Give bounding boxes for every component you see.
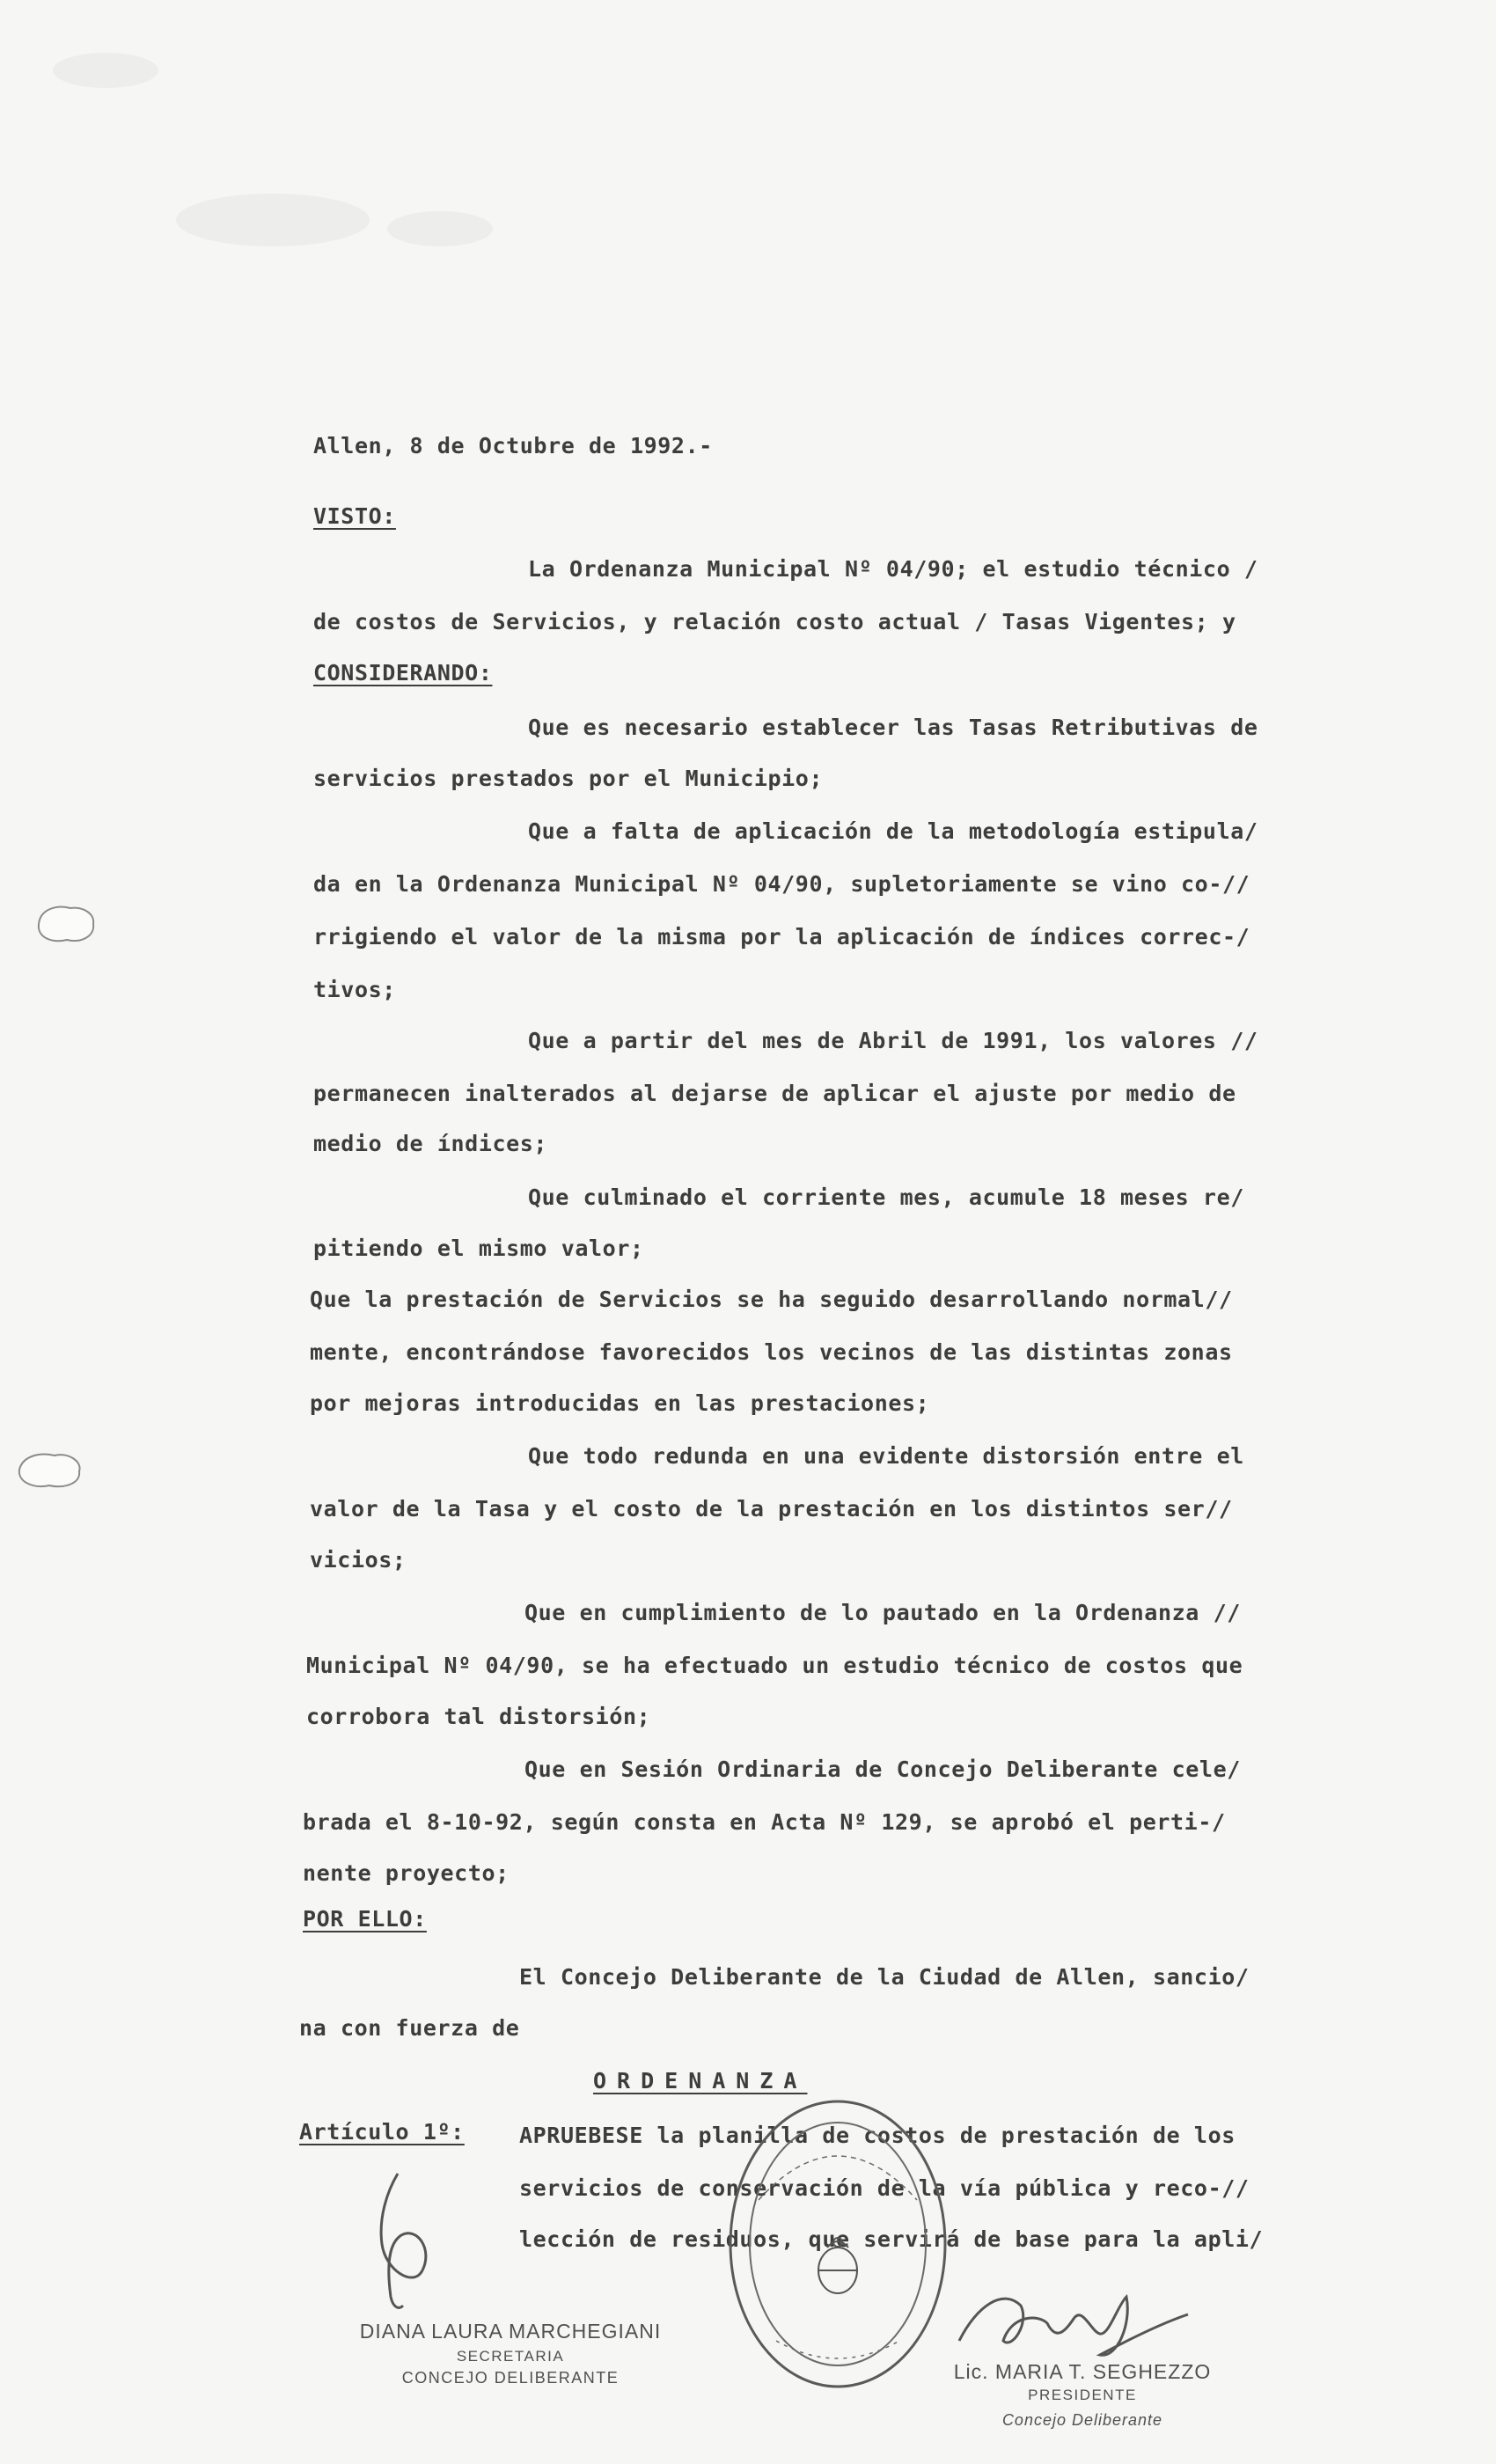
considerando-heading: CONSIDERANDO: bbox=[313, 660, 493, 686]
considerando-line: Que la prestación de Servicios se ha seguido desarrollando normal// bbox=[310, 1287, 1233, 1312]
paper-smudge bbox=[53, 53, 158, 88]
paper-smudge bbox=[176, 194, 370, 246]
considerando-line: valor de la Tasa y el costo de la prestación en los distintos ser// bbox=[310, 1496, 1233, 1522]
por-ello-line: na con fuerza de bbox=[299, 2015, 520, 2041]
signature-scribble-left bbox=[352, 2165, 449, 2314]
considerando-line: permanecen inalterados al dejarse de aplicar el ajuste por medio de bbox=[313, 1081, 1236, 1106]
considerando-line: corrobora tal distorsión; bbox=[306, 1704, 651, 1729]
considerando-line: Que todo redunda en una evidente distorsión entre el bbox=[528, 1443, 1244, 1469]
left-signer-role: SECRETARIA bbox=[456, 2348, 565, 2365]
ordenanza-title: ORDENANZA bbox=[593, 2068, 808, 2094]
right-signer-name: Lic. MARIA T. SEGHEZZO bbox=[953, 2360, 1212, 2383]
considerando-line: Municipal Nº 04/90, se ha efectuado un estudio técnico de costos que bbox=[306, 1653, 1243, 1678]
right-signer-role: PRESIDENTE bbox=[1028, 2387, 1137, 2403]
considerando-line: por mejoras introducidas en las prestaciones; bbox=[310, 1390, 930, 1416]
visto-line: de costos de Servicios, y relación costo actual / Tasas Vigentes; y bbox=[313, 609, 1236, 634]
considerando-line: vicios; bbox=[310, 1547, 407, 1573]
articulo-line: APRUEBESE la planilla de costos de prestación de los bbox=[519, 2123, 1236, 2148]
considerando-line: servicios prestados por el Municipio; bbox=[313, 766, 824, 791]
considerando-line: Que a partir del mes de Abril de 1991, los valores // bbox=[528, 1028, 1258, 1053]
punch-hole-icon bbox=[14, 1443, 88, 1496]
articulo-line: lección de residuos, que servirá de base para la apli/ bbox=[519, 2226, 1264, 2252]
considerando-line: Que a falta de aplicación de la metodología estipula/ bbox=[528, 818, 1258, 844]
por-ello-heading: POR ELLO: bbox=[303, 1906, 427, 1932]
paper-smudge bbox=[387, 211, 493, 246]
coat-of-arms-icon bbox=[818, 2238, 857, 2293]
municipal-seal bbox=[723, 2094, 952, 2394]
considerando-line: rrigiendo el valor de la misma por la aplicación de índices correc-/ bbox=[313, 924, 1250, 950]
date-line: Allen, 8 de Octubre de 1992.- bbox=[313, 433, 713, 458]
considerando-line: tivos; bbox=[313, 977, 396, 1002]
considerando-line: medio de índices; bbox=[313, 1131, 548, 1156]
considerando-line: Que culminado el corriente mes, acumule 18 meses re/ bbox=[528, 1184, 1244, 1210]
articulo-label: Artículo 1º: bbox=[299, 2119, 465, 2145]
articulo-line: servicios de conservación de la vía pública y reco-// bbox=[519, 2175, 1250, 2201]
visto-line: La Ordenanza Municipal Nº 04/90; el estudio técnico / bbox=[528, 556, 1258, 582]
left-signer-body: CONCEJO DELIBERANTE bbox=[401, 2369, 620, 2387]
considerando-line: Que en Sesión Ordinaria de Concejo Deliberante cele/ bbox=[524, 1756, 1241, 1782]
punch-hole-icon bbox=[32, 898, 102, 950]
considerando-line: brada el 8-10-92, según consta en Acta Nº 129, se aprobó el perti-/ bbox=[303, 1809, 1226, 1835]
considerando-line: pitiendo el mismo valor; bbox=[313, 1236, 644, 1261]
considerando-line: Que en cumplimiento de lo pautado en la Ordenanza // bbox=[524, 1600, 1241, 1625]
left-signer-name: DIANA LAURA MARCHEGIANI bbox=[359, 2320, 662, 2343]
considerando-line: da en la Ordenanza Municipal Nº 04/90, supletoriamente se vino co-// bbox=[313, 871, 1250, 897]
considerando-line: nente proyecto; bbox=[303, 1860, 510, 1886]
right-signer-body: Concejo Deliberante bbox=[1001, 2411, 1163, 2429]
considerando-line: mente, encontrándose favorecidos los vecinos de las distintas zonas bbox=[310, 1339, 1233, 1365]
visto-heading: VISTO: bbox=[313, 503, 396, 529]
signature-scribble-right bbox=[950, 2270, 1197, 2367]
por-ello-line: El Concejo Deliberante de la Ciudad de Allen, sancio/ bbox=[519, 1964, 1250, 1990]
considerando-line: Que es necesario establecer las Tasas Retributivas de bbox=[528, 715, 1258, 740]
